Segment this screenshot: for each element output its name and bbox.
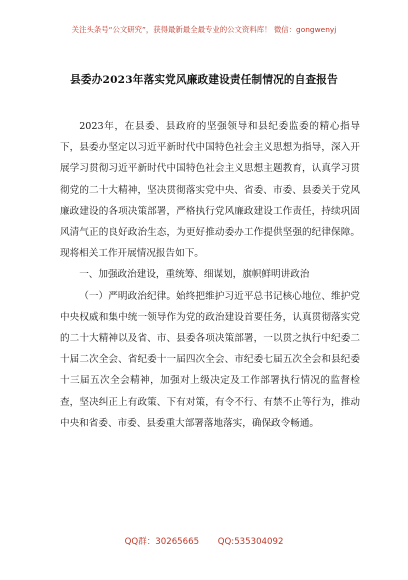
footer-qq-group: QQ群：30265665 bbox=[124, 537, 200, 547]
footer-contact bbox=[0, 535, 408, 547]
document-title: 县委办2023年落实党风廉政建设责任制情况的自查报告 bbox=[70, 74, 338, 86]
subsection-paragraph: （一）严明政治纪律。始终把维护习近平总书记核心地位、维护党中央权威和集中统一领导作为党的政治建设首要任务，认真贯彻落实党的二十大精神以及省、市、县委各项决策部署，一以贯之执行中纪委二十届二次全会、省纪委十一届四次全会、市纪委七届五次全会和县纪委十三届五次全会精神，加强对上级决定及工作部署执行情况的监督检查，坚决纠正上有政策、下有对策，有令不行、有禁不止等行为，推动中央和省委、市委、县委重大部署落地落实，确保政令畅通。 bbox=[60, 290, 360, 429]
section-heading: 一、加强政治建设，重统筹、细谋划，旗帜鲜明讲政治 bbox=[79, 269, 310, 281]
header-note: 关注头条号“公文研究”，获得最新最全最专业的公文资料库！ 微信：gongwenyj bbox=[71, 25, 337, 34]
document-body bbox=[60, 116, 360, 434]
footer-qq-number: QQ:535304092 bbox=[217, 537, 284, 547]
intro-paragraph: 2023年，在县委、县政府的坚强领导和县纪委监委的精心指导下，县委办坚定以习近平新时代中国特色社会主义思想为指导，深入开展学习贯彻习近平新时代中国特色社会主义思想主题教育，认真学习贯彻党的二十大精神，坚决贯彻落实党中央、省委、市委、县委关于党风廉政建设的各项决策部署，严格执行党风廉政建设工作责任，持续巩固风清气正的良好政治生态，为更好推动委办工作提供坚强的纪律保障。现将相关工作开展情况报告如下。 bbox=[60, 121, 360, 260]
